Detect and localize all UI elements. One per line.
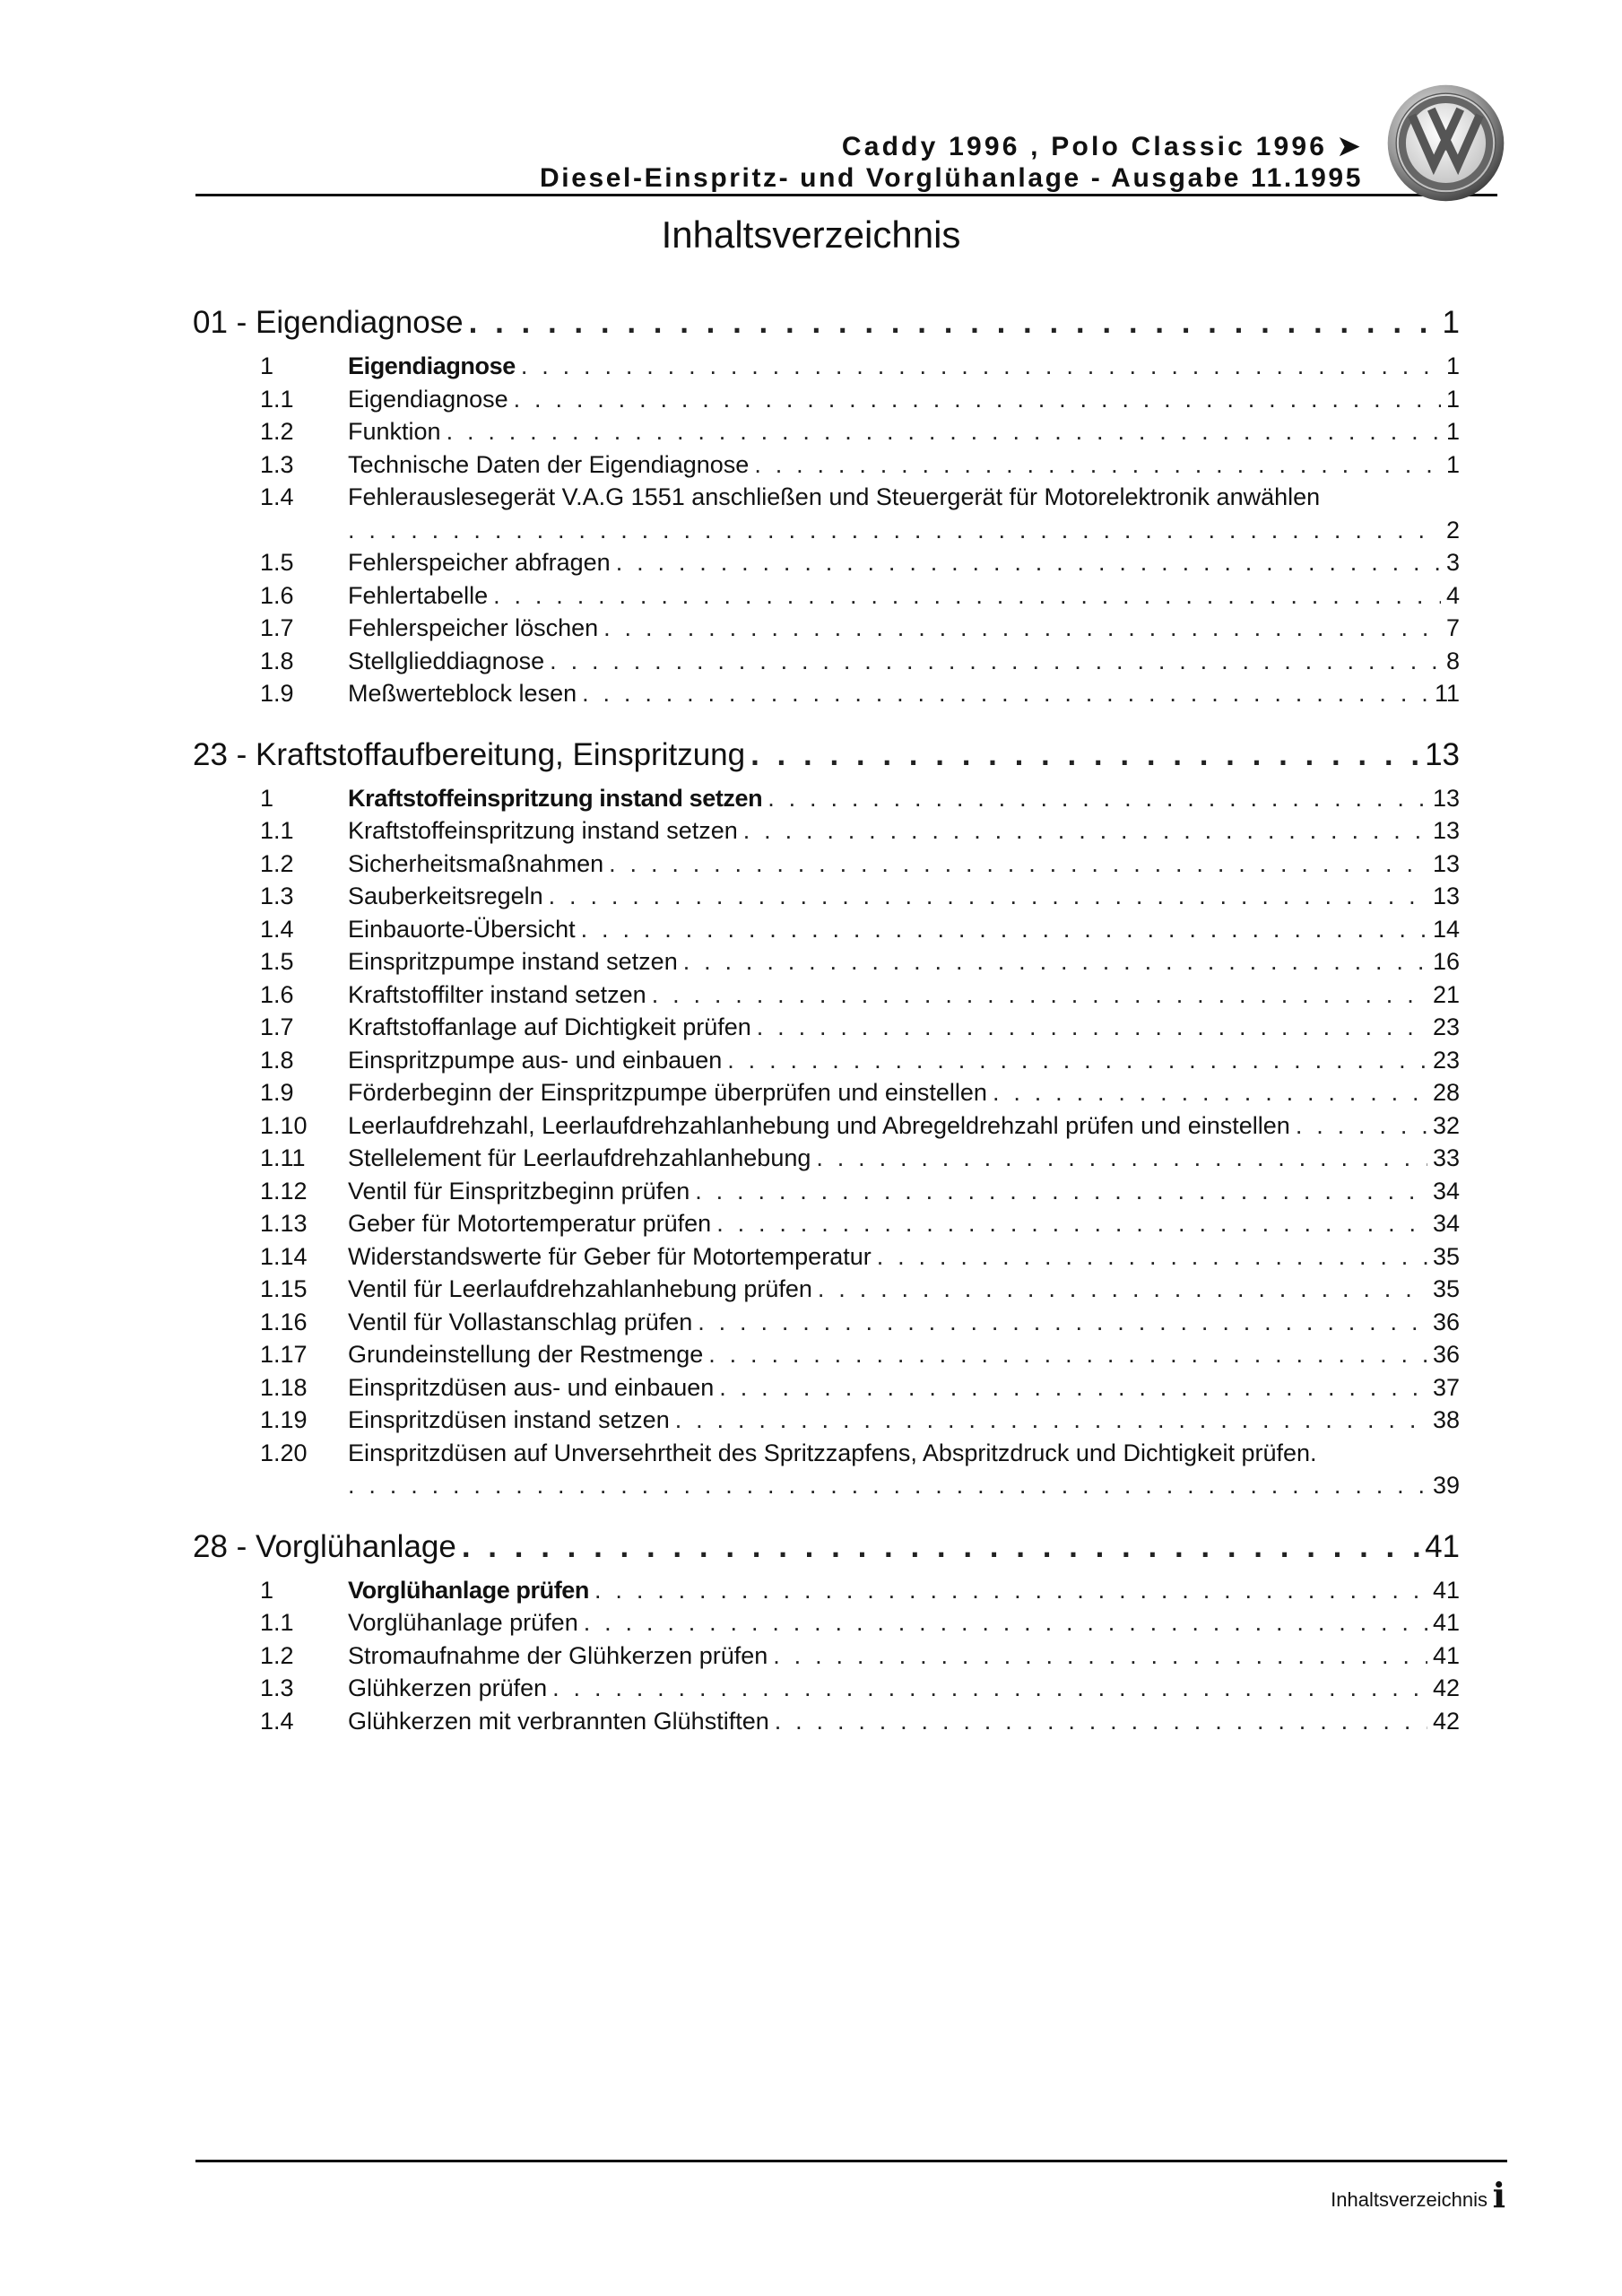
entry-label: Technische Daten der Eigendiagnose: [348, 450, 750, 478]
entry-label: Fehlerspeicher abfragen: [348, 549, 611, 576]
entry-page-number: 3: [1445, 549, 1460, 576]
dot-leader: [708, 1338, 1427, 1371]
footer-label: Inhaltsverzeichnis: [1331, 2188, 1488, 2211]
toc-entry[interactable]: [193, 848, 1460, 881]
toc-entry[interactable]: [193, 1109, 1460, 1143]
entry-label: Leerlaufdrehzahl, Leerlaufdrehzahlanhebung und Abregeldrehzahl prüfen und einstellen: [348, 1111, 1290, 1139]
entry-number: 1.1: [260, 385, 294, 413]
dot-leader: [818, 1273, 1427, 1306]
toc-entry[interactable]: [193, 1044, 1460, 1077]
entry-label: Vorglühanlage prüfen: [348, 1576, 590, 1604]
entry-number: 1.4: [260, 915, 294, 943]
entry-number: 1.12: [260, 1177, 308, 1205]
entry-label: Widerstandswerte für Geber für Motortemperatur: [348, 1242, 872, 1270]
toc-entry[interactable]: [193, 1338, 1460, 1371]
entry-number: 1.2: [260, 849, 294, 877]
entry-label: Einbauorte-Übersicht: [348, 915, 576, 943]
dot-leader: [584, 1606, 1427, 1639]
entry-page-number: 39: [1432, 1472, 1460, 1499]
dot-leader: [750, 728, 1419, 782]
entry-page-number: 2: [1445, 516, 1460, 544]
toc-entry[interactable]: [193, 1705, 1460, 1738]
dot-leader: [514, 383, 1441, 416]
entry-label: Funktion: [348, 418, 441, 445]
toc-entry[interactable]: [193, 945, 1460, 978]
dot-leader: [719, 1371, 1427, 1405]
toc-entry[interactable]: [193, 579, 1460, 613]
dot-leader: [652, 978, 1427, 1012]
toc-entry[interactable]: [193, 645, 1460, 678]
entry-number: 1.2: [260, 1641, 294, 1669]
entry-page-number: 33: [1432, 1144, 1460, 1171]
entry-page-number: 23: [1432, 1013, 1460, 1040]
entry-page-number: 42: [1432, 1674, 1460, 1701]
toc-entry[interactable]: [193, 1076, 1460, 1109]
toc-entry[interactable]: [193, 1175, 1460, 1208]
entry-number: 1.5: [260, 549, 294, 576]
dot-leader: [581, 913, 1427, 946]
toc-entry[interactable]: [193, 1574, 1460, 1607]
entry-number: 1.3: [260, 450, 294, 478]
header-model-line: Caddy 1996 , Polo Classic 1996 ➤: [841, 132, 1363, 161]
dot-leader: [754, 448, 1441, 482]
dot-leader: [582, 677, 1429, 710]
dot-leader: [695, 1175, 1427, 1208]
entry-page-number: 35: [1432, 1242, 1460, 1270]
entry-page-number: 4: [1445, 581, 1460, 609]
entry-page-number: 14: [1432, 915, 1460, 943]
entry-page-number: 1: [1445, 450, 1460, 478]
entry-number: 1.6: [260, 980, 294, 1008]
entry-label: Kraftstoffeinspritzung instand setzen: [348, 784, 763, 812]
section-page-number: 13: [1425, 736, 1460, 772]
dot-leader: [675, 1404, 1427, 1437]
entry-number: 1.15: [260, 1275, 308, 1302]
entry-number: 1.2: [260, 418, 294, 445]
dot-leader: [447, 415, 1441, 448]
page-header: [195, 0, 1506, 202]
entry-label: Eigendiagnose: [348, 352, 516, 379]
entry-page-number: 38: [1432, 1406, 1460, 1433]
toc-entry-continuation[interactable]: [193, 514, 1460, 547]
toc-entry[interactable]: [193, 612, 1460, 645]
dot-leader: [716, 1207, 1427, 1240]
section-title: 01 - Eigendiagnose: [193, 305, 464, 340]
entry-page-number: 34: [1432, 1177, 1460, 1205]
dot-leader: [603, 612, 1441, 645]
entry-page-number: 7: [1445, 614, 1460, 641]
dot-leader: [594, 1574, 1427, 1607]
entry-page-number: 37: [1432, 1373, 1460, 1401]
entry-page-number: 36: [1432, 1341, 1460, 1368]
dot-leader: [469, 296, 1437, 350]
dot-leader: [552, 1672, 1427, 1705]
entry-label: Grundeinstellung der Restmenge: [348, 1341, 704, 1368]
entry-page-number: 1: [1445, 418, 1460, 445]
entry-number: 1.7: [260, 1013, 294, 1040]
toc-entry[interactable]: [193, 481, 1460, 514]
entry-page-number: 41: [1432, 1641, 1460, 1669]
dot-leader: [521, 350, 1441, 383]
entry-label: Glühkerzen mit verbrannten Glühstiften: [348, 1707, 769, 1735]
entry-number: 1.1: [260, 1609, 294, 1636]
toc-section-heading[interactable]: [193, 1520, 1460, 1574]
toc-entry[interactable]: [193, 1606, 1460, 1639]
toc-entry[interactable]: [193, 383, 1460, 416]
toc-section-heading[interactable]: [193, 728, 1460, 782]
entry-number: 1.9: [260, 680, 294, 707]
entry-page-number: 13: [1432, 817, 1460, 844]
entry-label: Einspritzdüsen instand setzen: [348, 1406, 670, 1433]
toc-entry[interactable]: [193, 448, 1460, 482]
entry-label: Stellglieddiagnose: [348, 647, 545, 674]
entry-label: Kraftstoffanlage auf Dichtigkeit prüfen: [348, 1013, 751, 1040]
entry-number: 1.13: [260, 1210, 308, 1237]
section-gap: [193, 1502, 1460, 1520]
entry-label: Fehlerauslesegerät V.A.G 1551 anschließen und Steuergerät für Motorelektronik anwählen: [348, 483, 1321, 510]
entry-number: 1.9: [260, 1079, 294, 1106]
toc-entry-continuation[interactable]: [193, 1469, 1460, 1502]
entry-number: 1.11: [260, 1144, 306, 1171]
dot-leader: [348, 1469, 1427, 1502]
toc-entry[interactable]: [193, 1142, 1460, 1175]
entry-page-number: 42: [1432, 1707, 1460, 1735]
section-title: 28 - Vorglühanlage: [193, 1528, 456, 1564]
entry-number: 1.4: [260, 483, 294, 510]
entry-label: Vorglühanlage prüfen: [348, 1609, 578, 1636]
dot-leader: [698, 1306, 1427, 1339]
entry-page-number: 23: [1432, 1046, 1460, 1074]
entry-label: Glühkerzen prüfen: [348, 1674, 548, 1701]
entry-number: 1: [260, 352, 274, 379]
entry-label: Einspritzpumpe aus- und einbauen: [348, 1046, 723, 1074]
entry-label: Stromaufnahme der Glühkerzen prüfen: [348, 1641, 768, 1669]
dot-leader: [348, 514, 1441, 547]
dot-leader: [1296, 1109, 1427, 1143]
dot-leader: [616, 546, 1441, 579]
toc-entry[interactable]: [193, 913, 1460, 946]
entry-page-number: 36: [1432, 1308, 1460, 1335]
entry-page-number: 13: [1432, 784, 1460, 812]
dot-leader: [773, 1639, 1427, 1673]
entry-number: 1.4: [260, 1707, 294, 1735]
section-page-number: 41: [1425, 1528, 1460, 1564]
toc-entry[interactable]: [193, 880, 1460, 913]
footer-rule: [195, 2160, 1507, 2162]
entry-page-number: 13: [1432, 883, 1460, 909]
header-rule: [195, 194, 1497, 196]
entry-page-number: 13: [1432, 849, 1460, 877]
entry-number: 1.16: [260, 1308, 308, 1335]
entry-label: Stellelement für Leerlaufdrehzahlanhebung: [348, 1144, 811, 1171]
toc-entry[interactable]: [193, 1011, 1460, 1044]
toc-entry[interactable]: [193, 546, 1460, 579]
entry-number: 1: [260, 784, 274, 812]
toc-entry[interactable]: [193, 814, 1460, 848]
dot-leader: [743, 814, 1427, 848]
entry-page-number: 34: [1432, 1210, 1460, 1237]
entry-label: Geber für Motortemperatur prüfen: [348, 1210, 712, 1237]
entry-number: 1.19: [260, 1406, 308, 1433]
entry-number: 1.1: [260, 817, 294, 844]
entry-page-number: 1: [1445, 385, 1460, 413]
entry-page-number: 8: [1445, 647, 1460, 674]
entry-page-number: 16: [1432, 948, 1460, 975]
toc-section-heading[interactable]: [193, 296, 1460, 350]
entry-page-number: 41: [1432, 1576, 1460, 1604]
entry-page-number: 11: [1434, 680, 1460, 707]
entry-label: Meßwerteblock lesen: [348, 680, 577, 707]
footer-page-number: i: [1492, 2175, 1505, 2215]
toc-entry[interactable]: [193, 1207, 1460, 1240]
entry-page-number: 32: [1432, 1111, 1460, 1139]
section-page-number: 1: [1442, 305, 1460, 340]
entry-number: 1.10: [260, 1111, 308, 1139]
dot-leader: [757, 1011, 1427, 1044]
entry-number: 1.17: [260, 1341, 308, 1368]
entry-number: 1.18: [260, 1373, 308, 1401]
toc-entry[interactable]: [193, 782, 1460, 815]
entry-number: 1.3: [260, 883, 294, 909]
entry-label: Kraftstoffeinspritzung instand setzen: [348, 817, 738, 844]
toc-entry[interactable]: [193, 978, 1460, 1012]
section-title: 23 - Kraftstoffaufbereitung, Einspritzung: [193, 736, 746, 772]
entry-label: Eigendiagnose: [348, 385, 508, 413]
dot-leader: [768, 782, 1427, 815]
entry-number: 1.3: [260, 1674, 294, 1701]
dot-leader: [775, 1705, 1427, 1738]
vw-logo-icon: [1385, 83, 1506, 204]
dot-leader: [549, 880, 1427, 913]
entry-page-number: 28: [1432, 1079, 1460, 1106]
entry-label: Einspritzdüsen auf Unversehrtheit des Spritzzapfens, Abspritzdruck und Dichtigkeit prüfen.: [348, 1439, 1317, 1466]
entry-number: 1: [260, 1576, 274, 1604]
toc-entry[interactable]: [193, 415, 1460, 448]
toc-entry[interactable]: [193, 1404, 1460, 1437]
entry-page-number: 21: [1432, 980, 1460, 1008]
entry-label: Ventil für Leerlaufdrehzahlanhebung prüfen: [348, 1275, 812, 1302]
toc-entry[interactable]: [193, 1273, 1460, 1306]
dot-leader: [493, 579, 1441, 613]
dot-leader: [462, 1520, 1419, 1574]
entry-number: 1.20: [260, 1439, 308, 1466]
toc-entry[interactable]: [193, 1639, 1460, 1673]
entry-number: 1.6: [260, 581, 294, 609]
entry-number: 1.7: [260, 614, 294, 641]
entry-number: 1.8: [260, 647, 294, 674]
toc-entry[interactable]: [193, 350, 1460, 383]
entry-label: Fehlerspeicher löschen: [348, 614, 599, 641]
entry-label: Ventil für Vollastanschlag prüfen: [348, 1308, 693, 1335]
toc-entry[interactable]: [193, 1437, 1460, 1470]
dot-leader: [816, 1142, 1427, 1175]
entry-label: Sauberkeitsregeln: [348, 883, 543, 909]
entry-number: 1.5: [260, 948, 294, 975]
dot-leader: [683, 945, 1427, 978]
toc-entry[interactable]: [193, 1371, 1460, 1405]
entry-page-number: 41: [1432, 1609, 1460, 1636]
table-of-contents: [193, 296, 1460, 1737]
entry-number: 1.14: [260, 1242, 308, 1270]
entry-page-number: 35: [1432, 1275, 1460, 1302]
dot-leader: [993, 1076, 1427, 1109]
header-subject-line: Diesel-Einspritz- und Vorglühanlage - Ausgabe 11.1995: [540, 163, 1363, 193]
toc-entry[interactable]: [193, 1672, 1460, 1705]
dot-leader: [609, 848, 1427, 881]
entry-label: Einspritzpumpe instand setzen: [348, 948, 678, 975]
dot-leader: [877, 1240, 1427, 1274]
toc-entry[interactable]: [193, 1306, 1460, 1339]
entry-label: Kraftstoffilter instand setzen: [348, 980, 646, 1008]
entry-page-number: 1: [1445, 352, 1460, 379]
entry-label: Einspritzdüsen aus- und einbauen: [348, 1373, 715, 1401]
entry-label: Förderbeginn der Einspritzpumpe überprüfen und einstellen: [348, 1079, 987, 1106]
toc-entry[interactable]: [193, 677, 1460, 710]
entry-label: Ventil für Einspritzbeginn prüfen: [348, 1177, 690, 1205]
entry-label: Fehlertabelle: [348, 581, 489, 609]
page-title: Inhaltsverzeichnis: [661, 213, 961, 256]
section-gap: [193, 710, 1460, 728]
entry-number: 1.8: [260, 1046, 294, 1074]
entry-label: Sicherheitsmaßnahmen: [348, 849, 604, 877]
dot-leader: [550, 645, 1441, 678]
dot-leader: [727, 1044, 1427, 1077]
toc-entry[interactable]: [193, 1240, 1460, 1274]
